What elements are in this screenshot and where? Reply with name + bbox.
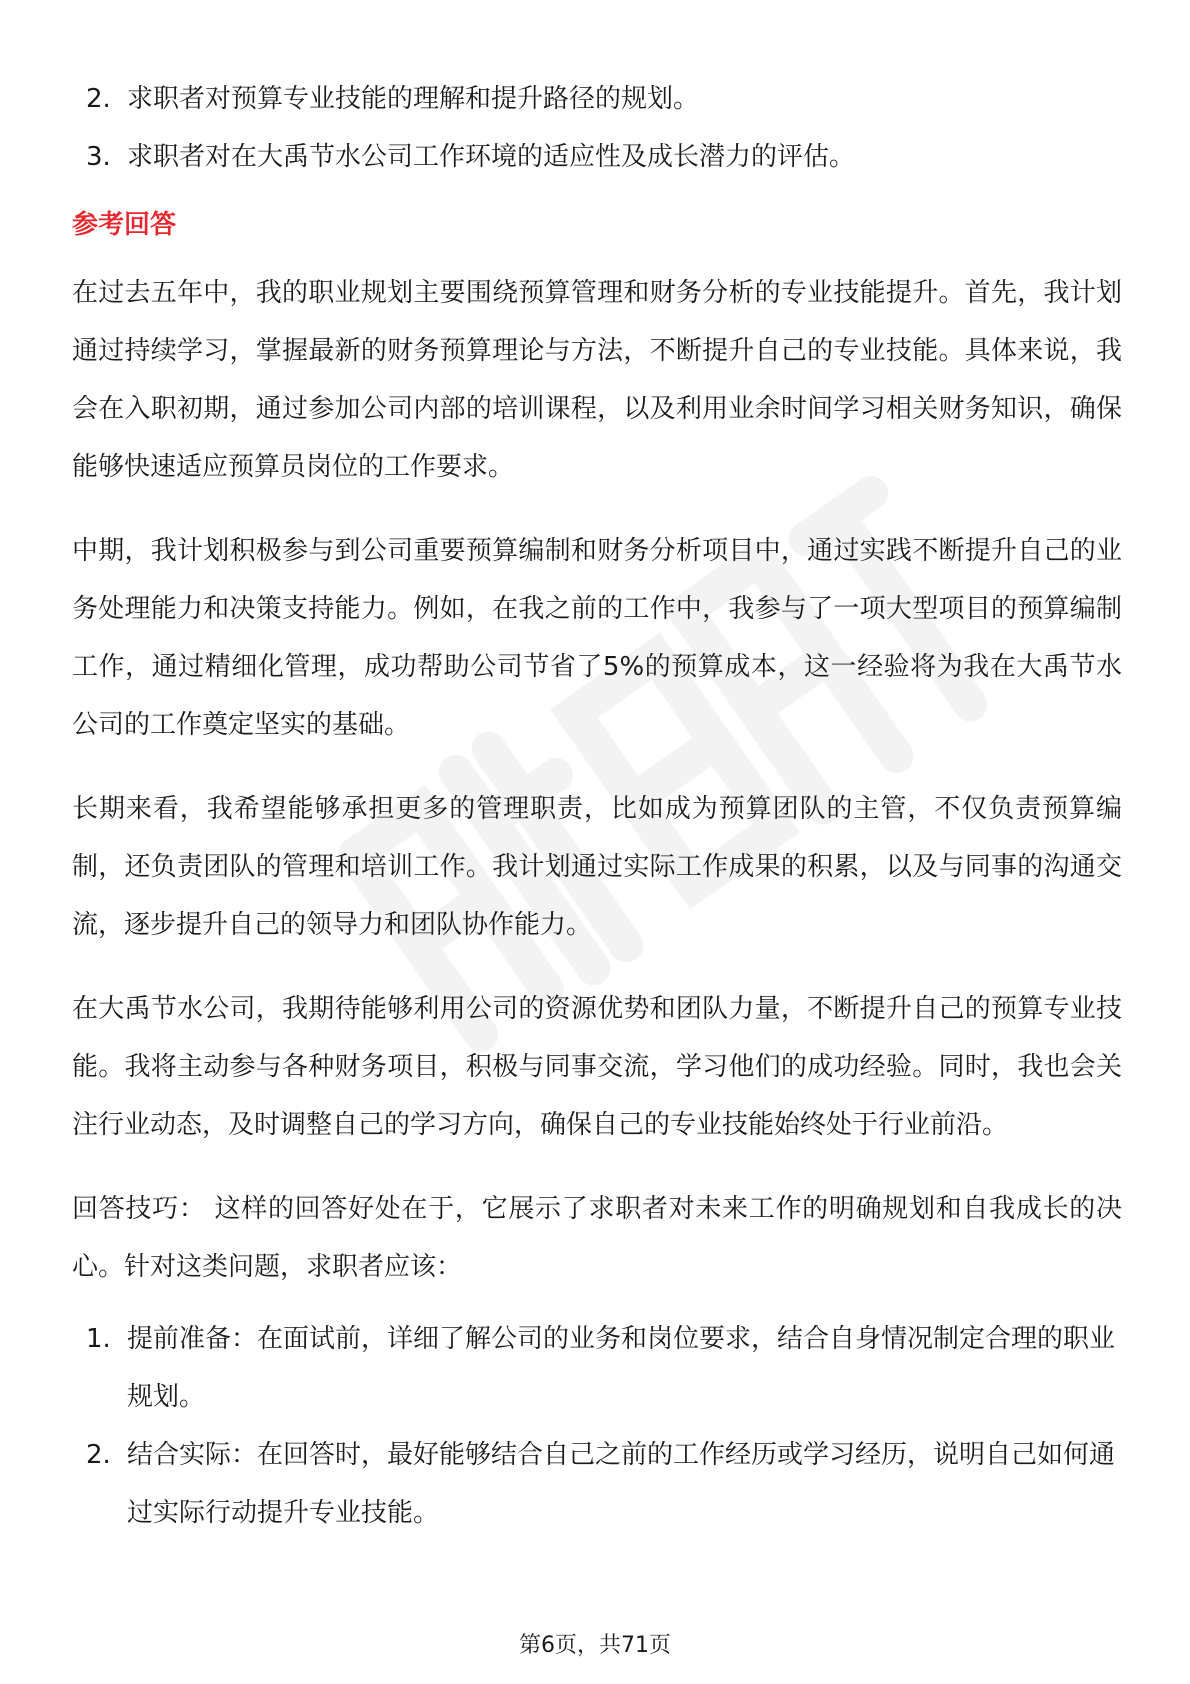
list-number: 3. — [86, 142, 111, 172]
list-number: 2. — [86, 1440, 111, 1470]
list-text: 求职者对在大禹节水公司工作环境的适应性及成长潜力的评估。 — [127, 142, 856, 172]
list-text: 提前准备：在面试前，详细了解公司的业务和岗位要求，结合自身情况制定合理的职业规划。 — [127, 1324, 1116, 1412]
list-item — [72, 1310, 1122, 1426]
paragraph: 在大禹节水公司，我期待能够利用公司的资源优势和团队力量，不断提升自己的预算专业技能。我将主动参与各种财务项目，积极与同事交流，学习他们的成功经验。同时，我也会关注行业动态，及时调整自己的学习方向，确保自己的专业技能始终处于行业前沿。 — [72, 994, 1122, 1140]
list-item — [72, 128, 1122, 186]
list-item — [72, 70, 1122, 128]
list-number: 2. — [86, 84, 111, 114]
paragraph: 中期，我计划积极参与到公司重要预算编制和财务分析项目中，通过实践不断提升自己的业务处理能力和决策支持能力。例如，在我之前的工作中，我参与了一项大型项目的预算编制工作，通过精细化管理，成功帮助公司节省了5%的预算成本，这一经验将为我在大禹节水公司的工作奠定坚实的基础。 — [72, 536, 1122, 740]
paragraph: 在过去五年中，我的职业规划主要围绕预算管理和财务分析的专业技能提升。首先，我计划通过持续学习，掌握最新的财务预算理论与方法，不断提升自己的专业技能。具体来说，我会在入职初期，通过参加公司内部的培训课程，以及利用业余时间学习相关财务知识，确保能够快速适应预算员岗位的工作要求。 — [72, 278, 1122, 482]
criteria-list — [72, 70, 1122, 186]
list-text: 结合实际：在回答时，最好能够结合自己之前的工作经历或学习经历，说明自己如何通过实际行动提升专业技能。 — [127, 1440, 1116, 1528]
paragraph: 长期来看，我希望能够承担更多的管理职责，比如成为预算团队的主管，不仅负责预算编制，还负责团队的管理和培训工作。我计划通过实际工作成果的积累，以及与同事的沟通交流，逐步提升自己的领导力和团队协作能力。 — [72, 794, 1122, 940]
answer-heading: 参考回答 — [72, 210, 177, 240]
list-text: 求职者对预算专业技能的理解和提升路径的规划。 — [127, 84, 700, 114]
page-content — [72, 70, 1122, 1542]
list-number: 1. — [86, 1324, 111, 1354]
answer-tips-intro: 回答技巧： 这样的回答好处在于，它展示了求职者对未来工作的明确规划和自我成长的决心。针对这类问题，求职者应该： — [72, 1194, 1122, 1282]
page-footer: 第6页，共71页 — [519, 1633, 671, 1658]
tips-list — [72, 1310, 1122, 1542]
list-item — [72, 1426, 1122, 1542]
